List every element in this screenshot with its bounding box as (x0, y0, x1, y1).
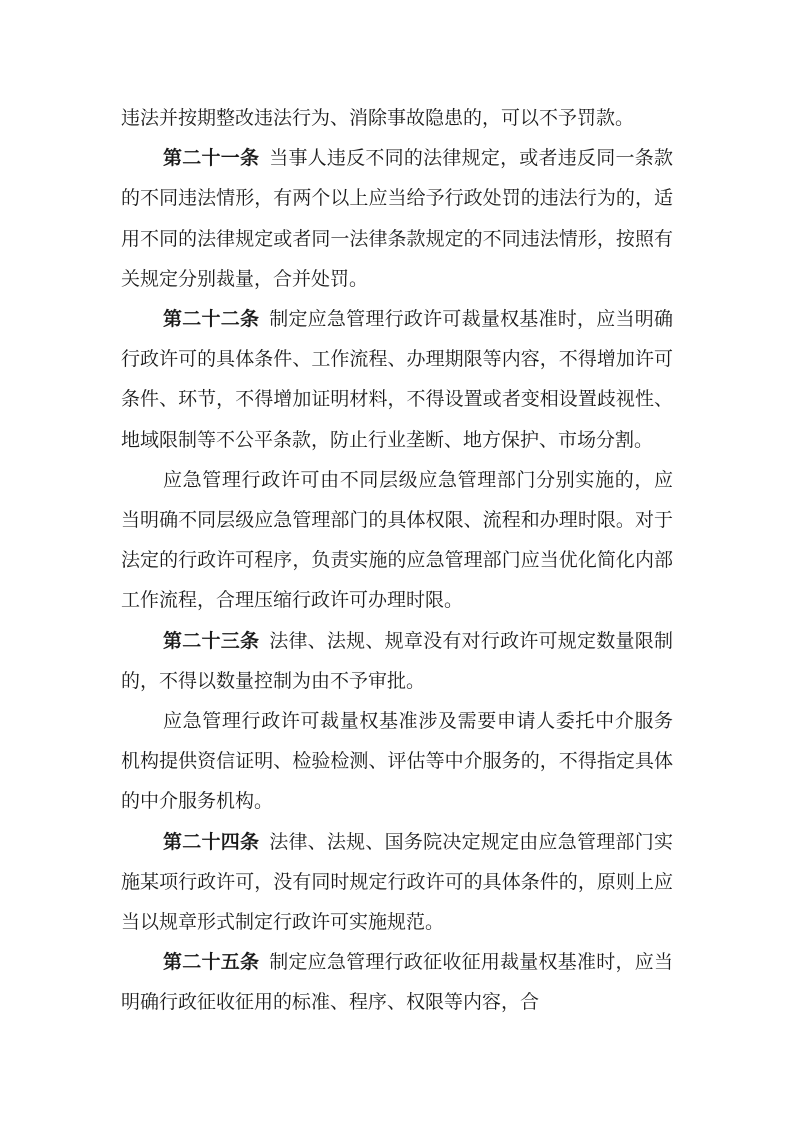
article-number: 第二十三条 (163, 629, 260, 652)
paragraph-text: 制定应急管理行政征收征用裁量权基准时，应当明确行政征收征用的标准、程序、权限等内容，合 (121, 951, 673, 1014)
paragraph-text: 当事人违反不同的法律规定，或者违反同一条款的不同违法情形，有两个以上应当给予行政处罚的违法行为的，适用不同的法律规定或者同一法律条款规定的不同违法情形，按照有关规定分别裁量，合并处罚。 (121, 147, 673, 290)
article-number: 第二十一条 (163, 147, 260, 170)
article-number: 第二十二条 (163, 308, 260, 331)
paragraph-text: 法律、法规、国务院决定规定由应急管理部门实施某项行政许可，没有同时规定行政许可的具体条件的，原则上应当以规章形式制定行政许可实施规范。 (121, 830, 673, 934)
article-23-subparagraph (121, 701, 673, 822)
document-body (121, 98, 673, 1023)
paragraph-text: 应急管理行政许可由不同层级应急管理部门分别实施的，应当明确不同层级应急管理部门的具体权限、流程和办理时限。对于法定的行政许可程序，负责实施的应急管理部门应当优化简化内部工作流程，合理压缩行政许可办理时限。 (121, 468, 673, 612)
article-22-paragraph (121, 299, 673, 460)
article-25-paragraph (121, 942, 673, 1022)
paragraph-text: 应急管理行政许可裁量权基准涉及需要申请人委托中介服务机构提供资信证明、检验检测、评估等中介服务的，不得指定具体的中介服务机构。 (121, 710, 673, 813)
article-23-paragraph (121, 621, 673, 701)
paragraph-continuation (121, 98, 673, 138)
article-22-subparagraph (121, 460, 673, 621)
paragraph-text: 违法并按期整改违法行为、消除事故隐患的，可以不予罚款。 (121, 107, 635, 129)
article-number: 第二十四条 (163, 830, 260, 853)
article-number: 第二十五条 (163, 951, 260, 974)
article-24-paragraph (121, 822, 673, 943)
paragraph-text: 制定应急管理行政许可裁量权基准时，应当明确行政许可的具体条件、工作流程、办理期限等内容，不得增加许可条件、环节，不得增加证明材料，不得设置或者变相设置歧视性、地域限制等不公平条款，防止行业垄断、地方保护、市场分割。 (121, 308, 673, 451)
article-21-paragraph (121, 138, 673, 299)
paragraph-text: 法律、法规、规章没有对行政许可规定数量限制的，不得以数量控制为由不予审批。 (121, 629, 673, 692)
